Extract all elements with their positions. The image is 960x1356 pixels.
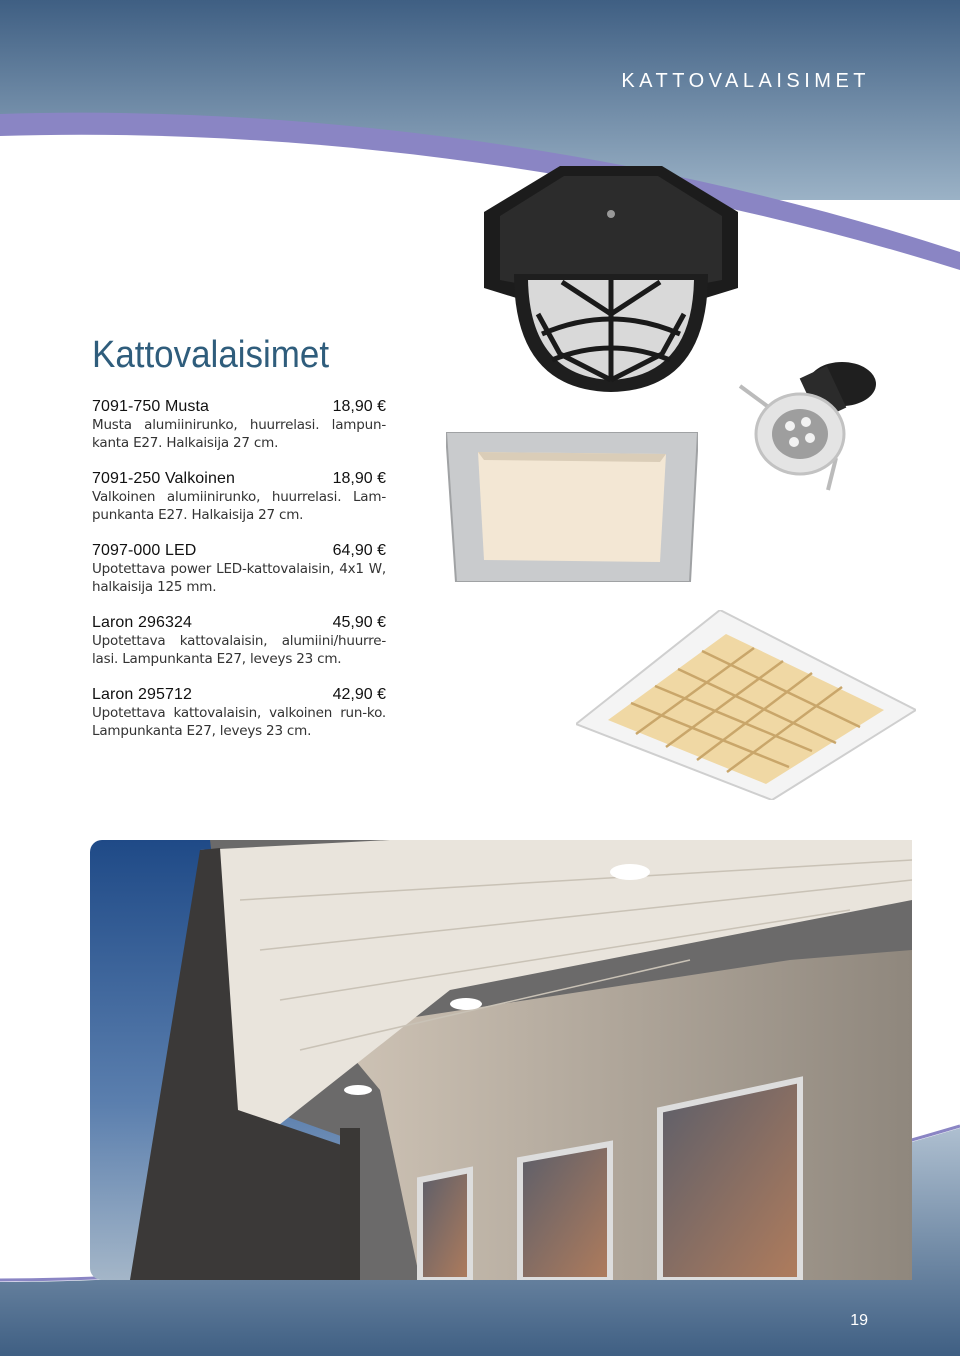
product-header <box>92 470 386 488</box>
product-price: 64,90 € <box>332 542 386 559</box>
product-header <box>92 542 386 560</box>
product-description: Upotettava power LED-kattovalaisin, 4x1 W, halkaisija 125 mm. <box>92 561 386 595</box>
page-heading: Kattovalaisimet <box>92 334 330 376</box>
product-price: 18,90 € <box>332 470 386 487</box>
product-name: Laron 296324 <box>92 614 192 631</box>
page-number: 19 <box>850 1312 868 1329</box>
product-name: Laron 295712 <box>92 686 192 703</box>
product-description: Valkoinen alumiinirunko, huurrelasi. Lam-punkanta E27. Halkaisija 27 cm. <box>92 489 386 523</box>
product-list <box>92 398 386 758</box>
black-ceiling-lamp-photo <box>482 164 740 396</box>
grid-ceiling-lamp-photo <box>576 610 916 800</box>
product-name: 7091-250 Valkoinen <box>92 470 235 487</box>
product-price: 45,90 € <box>332 614 386 631</box>
product-item <box>92 542 386 596</box>
section-title: KATTOVALAISIMET <box>621 70 870 92</box>
product-header <box>92 614 386 632</box>
square-frosted-lamp-photo <box>446 432 698 582</box>
led-downlight-photo <box>738 354 878 496</box>
product-description: Upotettava kattovalaisin, valkoinen run-ko. Lampunkanta E27, leveys 23 cm. <box>92 705 386 739</box>
product-header <box>92 686 386 704</box>
product-price: 42,90 € <box>332 686 386 703</box>
product-description: Upotettava kattovalaisin, alumiini/huurre-lasi. Lampunkanta E27, leveys 23 cm. <box>92 633 386 667</box>
house-eaves-photo <box>90 840 912 1280</box>
product-header <box>92 398 386 416</box>
product-item <box>92 398 386 452</box>
product-item <box>92 614 386 668</box>
product-item <box>92 686 386 740</box>
product-name: 7097-000 LED <box>92 542 197 559</box>
product-price: 18,90 € <box>332 398 386 415</box>
product-description: Musta alumiinirunko, huurrelasi. lampun-kanta E27. Halkaisija 27 cm. <box>92 417 386 451</box>
product-name: 7091-750 Musta <box>92 398 210 415</box>
product-item <box>92 470 386 524</box>
